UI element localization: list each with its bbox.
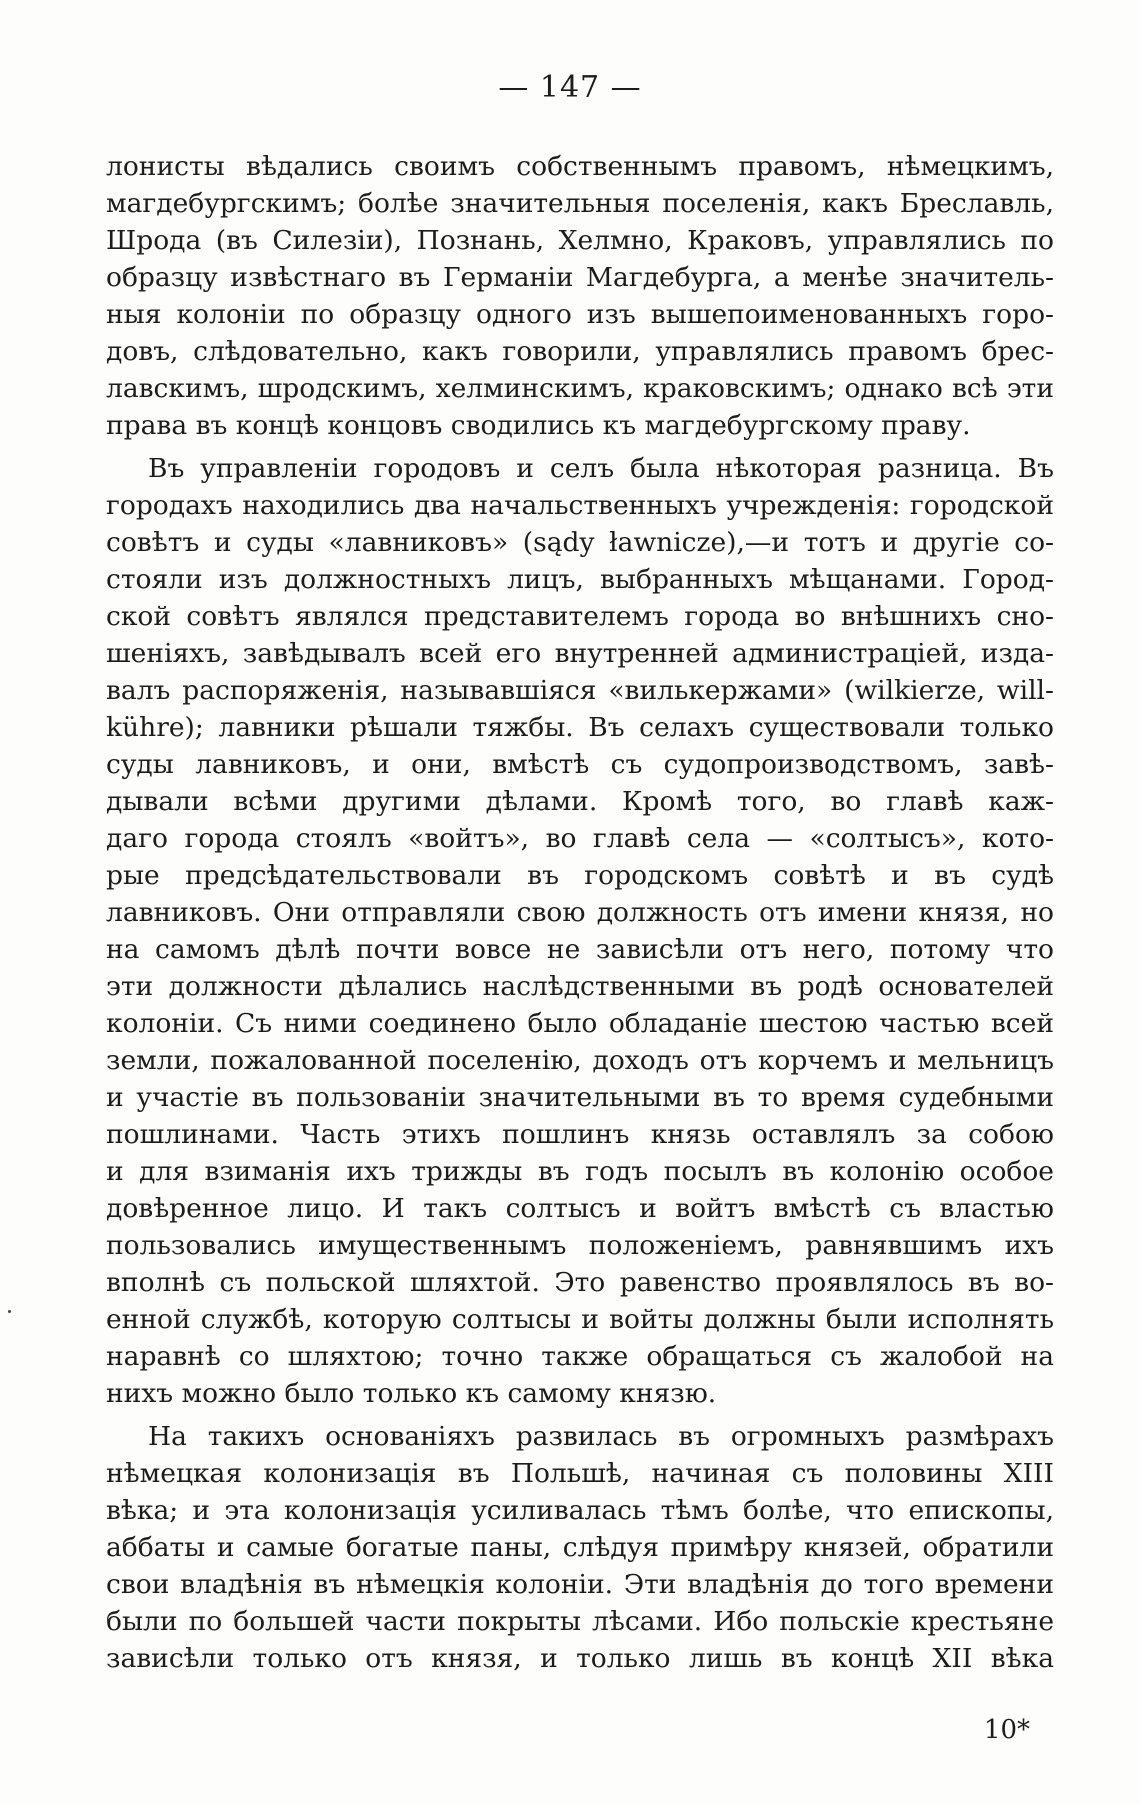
text-line: суды лавниковъ, и они, вмѣстѣ съ судопроизводствомъ, завѣ-: [106, 749, 1054, 780]
text-line: зависѣли только отъ князя, и только лишь въ концѣ XII вѣка: [106, 1643, 1054, 1674]
text-line: совѣтъ и суды «лавниковъ» (sądy ławnicze),—и тотъ и другіе со-: [106, 527, 1054, 558]
text-line: вполнѣ съ польской шляхтой. Это равенство проявлялось въ во-: [106, 1267, 1054, 1298]
text-line: пользовались имущественнымъ положеніемъ, равнявшимъ ихъ: [106, 1230, 1054, 1261]
text-line: довъ, слѣдовательно, какъ говорили, управлялись правомъ брес-: [106, 336, 1054, 367]
text-line: аббаты и самые богатые паны, слѣдуя примѣру князей, обратили: [106, 1532, 1054, 1563]
printer-signature-mark: 10*: [983, 1715, 1030, 1745]
text-line: довѣренное лицо. И такъ солтысъ и войтъ вмѣстѣ съ властью: [106, 1193, 1054, 1224]
text-line: нѣмецкая колонизація въ Польшѣ, начиная съ половины XIII: [106, 1458, 1054, 1489]
text-line: наравнѣ со шляхтою; точно также обращаться съ жалобой на: [106, 1341, 1054, 1372]
text-line: На такихъ основаніяхъ развилась въ огромныхъ размѣрахъ: [148, 1421, 1054, 1452]
text-line: на самомъ дѣлѣ почти вовсе не зависѣли отъ него, потому что: [106, 934, 1054, 965]
text-line: лавскимъ, шродскимъ, хелминскимъ, краковскимъ; однако всѣ эти: [106, 373, 1054, 404]
text-line: стояли изъ должностныхъ лицъ, выбранныхъ мѣщанами. Город-: [106, 564, 1054, 595]
text-line: пошлинами. Часть этихъ пошлинъ князь оставлялъ за собою: [106, 1119, 1054, 1150]
text-line: земли, пожалованной поселенію, доходъ отъ корчемъ и мельницъ: [106, 1045, 1054, 1076]
text-line: и для взиманія ихъ трижды въ годъ посылъ въ колонію особое: [106, 1156, 1054, 1187]
text-line: магдебургскимъ; болѣе значительныя поселенія, какъ Бреславль,: [106, 188, 1054, 219]
text-line: дывали всѣми другими дѣлами. Кромѣ того, во главѣ каж-: [106, 786, 1054, 817]
text-line: Шрода (въ Силезіи), Познань, Хелмно, Краковъ, управлялись по: [106, 225, 1054, 256]
text-line: валъ распоряженія, называвшіяся «вилькержами» (wilkierze, will-: [106, 675, 1054, 706]
text-line: были по большей части покрыты лѣсами. Ибо польскіе крестьяне: [106, 1606, 1054, 1637]
text-line: даго города стоялъ «войтъ», во главѣ села — «солтысъ», кото-: [106, 823, 1054, 854]
text-line: ныя колоніи по образцу одного изъ вышепоименованныхъ горо-: [106, 299, 1054, 330]
text-line: вѣка; и эта колонизація усиливалась тѣмъ болѣе, что епископы,: [106, 1495, 1054, 1526]
text-line: колоніи. Съ ними соединено было обладаніе шестою частью всей: [106, 1008, 1054, 1039]
text-line: лонисты вѣдались своимъ собственнымъ правомъ, нѣмецкимъ,: [106, 151, 1054, 182]
body-text: [106, 148, 1054, 1677]
text-line: шеніяхъ, завѣдывалъ всей его внутренней администраціей, изда-: [106, 638, 1054, 669]
text-line: эти должности дѣлались наслѣдственными въ родѣ основателей: [106, 971, 1054, 1002]
text-line: лавниковъ. Они отправляли свою должность отъ имени князя, но: [106, 897, 1054, 928]
text-line: kühre); лавники рѣшали тяжбы. Въ селахъ существовали только: [106, 712, 1054, 743]
text-line: городахъ находились два начальственныхъ учрежденія: городской: [106, 490, 1054, 521]
paper-speck: [8, 1310, 11, 1313]
page-number: — 147 —: [498, 70, 642, 105]
text-line: свои владѣнія въ нѣмецкія колоніи. Эти владѣнія до того времени: [106, 1569, 1054, 1600]
text-line: Въ управленіи городовъ и селъ была нѣкоторая разница. Въ: [148, 453, 1054, 484]
text-line: и участіе въ пользованіи значительными въ то время судебными: [106, 1082, 1054, 1113]
text-line: ской совѣтъ являлся представителемъ города во внѣшнихъ сно-: [106, 601, 1054, 632]
text-line: права въ концѣ концовъ сводились къ магдебургскому праву.: [106, 410, 971, 441]
text-line: енной службѣ, которую солтысы и войты должны были исполнять: [106, 1304, 1054, 1335]
text-line: нихъ можно было только къ самому князю.: [106, 1378, 717, 1409]
text-line: рые предсѣдательствовали въ городскомъ совѣтѣ и въ судѣ: [106, 860, 1054, 891]
text-line: образцу извѣстнаго въ Германіи Магдебурга, а менѣе значитель-: [106, 262, 1054, 293]
